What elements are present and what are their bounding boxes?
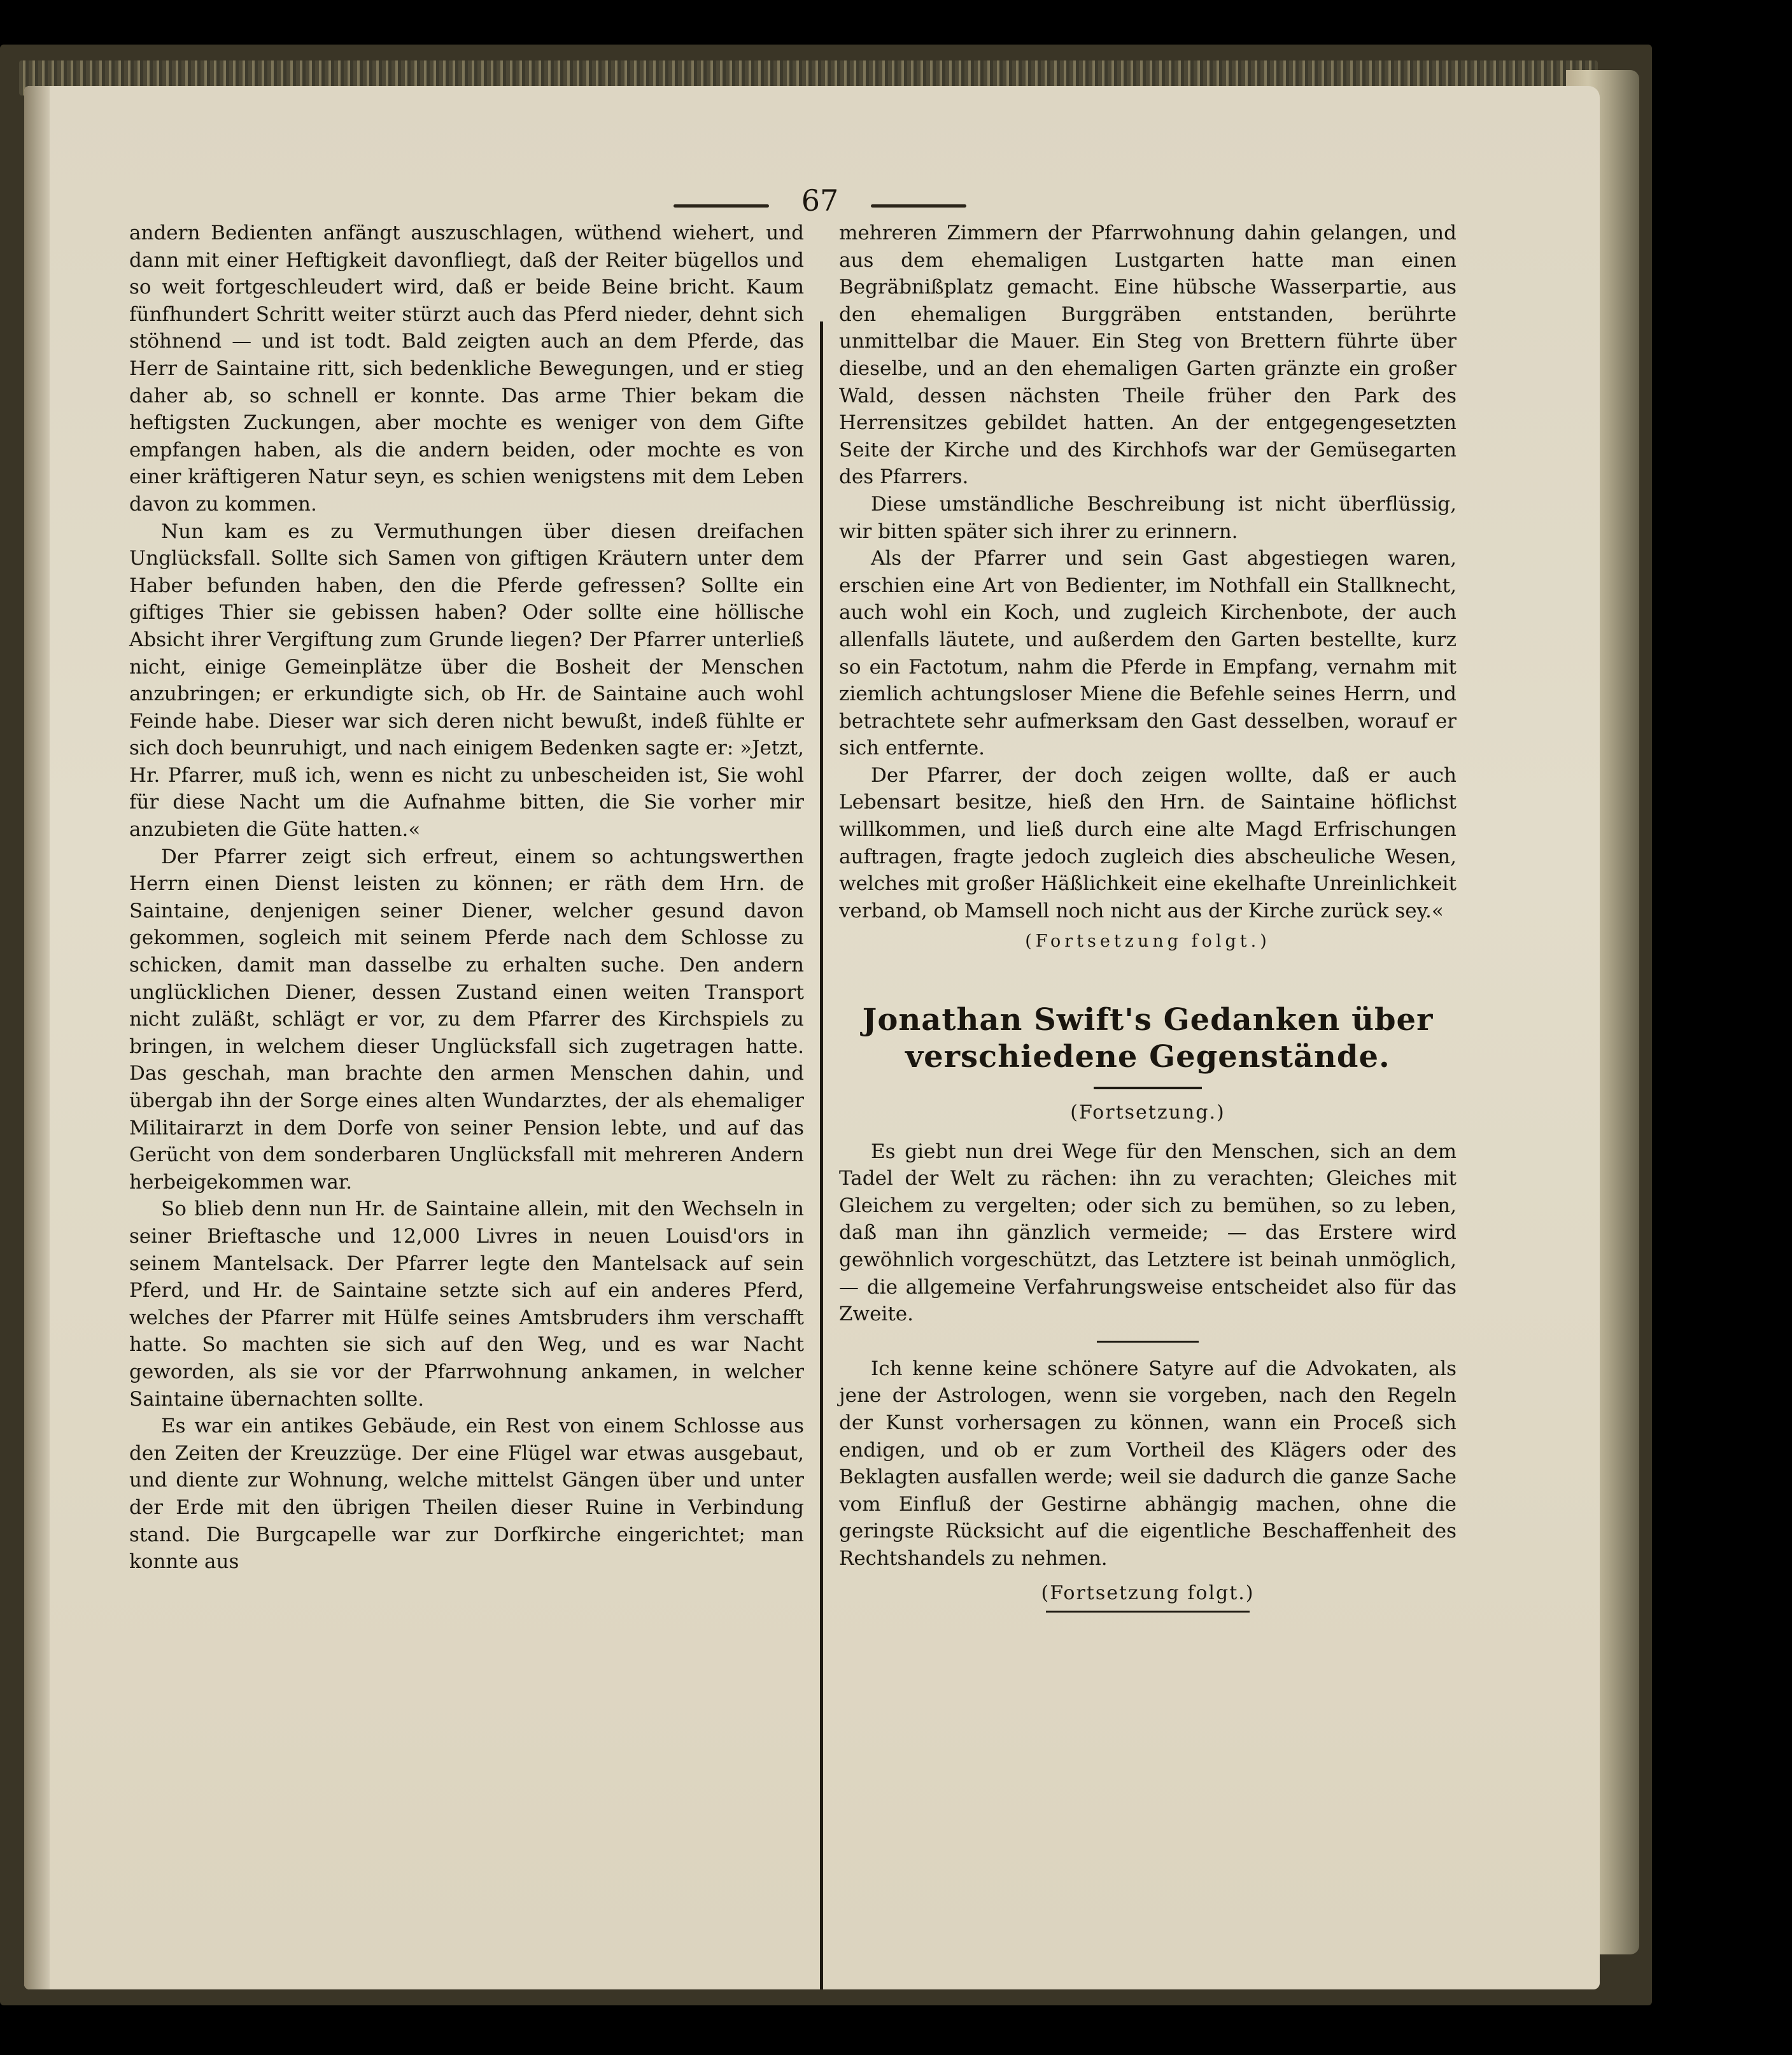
paragraph: mehreren Zimmern der Pfarrwohnung dahin gelangen, und aus dem ehemaligen Lustgarten hatte man einen Begräbnißplatz gemacht. Eine hübsche Wasserpartie, aus den ehemaligen Burggräben entstanden, berührte unmittelbar die Mauer. Ein Steg von Brettern führte über dieselbe, und an den ehemaligen Garten gränzte ein großer Wald, dessen nächsten Theile früher den Park des Herrensitzes gebildet hatten. An der entgegengesetzten Seite der Kirche und des Kirchhofs war der Gemüsegarten des Pfarrers. (839, 222, 1457, 489)
paragraph: Nun kam es zu Vermuthungen über diesen dreifachen Unglücksfall. Sollte sich Samen von giftigen Kräutern unter dem Haber befunden haben, den die Pferde gefressen? Sollte ein giftiges Thier sie gebissen haben? Oder sollte eine höllische Absicht ihrer Vergiftung zum Grunde liegen? Der Pfarrer unterließ nicht, einige Gemeinplätze über die Bosheit der Menschen anzubringen; er erkundigte sich, ob Hr. de Saintaine auch wohl Feinde habe. Dieser war sich deren nicht bewußt, indeß fühlte er sich doch beunruhigt, und nach einigem Bedenken sagte er: »Jetzt, Hr. Pfarrer, muß ich, wenn es nicht zu unbescheiden ist, Sie wohl für diese Nacht um die Aufnahme bitten, die Sie vorher mir anzubieten die Güte hatten.« (129, 519, 804, 842)
paragraph: Es giebt nun drei Wege für den Menschen, sich an dem Tadel der Welt zu rächen: ihn zu verachten; Gleiches mit Gleichem zu vergelten; oder sich zu bemühen, so zu leben, daß man ihn gänzlich vermeide; — das Erstere wird gewöhnlich vorgeschützt, das Letztere ist beinah unmöglich, — die allgemeine Verfahrungsweise entscheidet also für das Zweite. (839, 1140, 1457, 1326)
column-divider (820, 321, 823, 1989)
article-subhead: (Fortsetzung.) (1070, 1101, 1225, 1124)
article-title (839, 1001, 1457, 1075)
article-title-line: Jonathan Swift's Gedanken über (862, 1002, 1434, 1038)
paragraph: Diese umständliche Beschreibung ist nicht überflüssig, wir bitten später sich ihrer zu erinnern. (839, 492, 1457, 543)
paragraph: Als der Pfarrer und sein Gast abgestiegen waren, erschien eine Art von Bedienter, im Nothfall ein Stallknecht, auch wohl ein Koch, und zugleich Kirchenbote, der auch allenfalls läutete, und außerdem den Garten bestellte, kurz so ein Factotum, nahm die Pferde in Empfang, vernahm mit ziemlich achtungsloser Miene die Befehle seines Herrn, und betrachtete sehr aufmerksam den Gast desselben, worauf er sich entfernte. (839, 547, 1457, 760)
header-rule-right (871, 204, 966, 208)
left-column (129, 220, 804, 1576)
article-title-line: verschiedene Gegenstände. (905, 1039, 1390, 1075)
end-rule (1046, 1611, 1250, 1613)
paragraph: Der Pfarrer zeigt sich erfreut, einem so achtungswerthen Herrn einen Dienst leisten zu können; er räth dem Hrn. de Saintaine, denjenigen seiner Diener, welcher gesund davon gekommen, sogleich mit seinem Pferde nach dem Schlosse zu schicken, damit man dasselbe zu erhalten suche. Den andern unglücklichen Diener, dessen Zustand einen weiten Transport nicht zuläßt, schlägt er vor, zu dem Pfarrer des Kirchspiels zu bringen, in welchem dieser Unglücksfall sich zugetragen hatte. Das geschah, man brachte den armen Menschen dahin, und übergab ihn der Sorge eines alten Wundarztes, der als ehemaliger Militairarzt in dem Dorfe von seiner Pension lebte, und auf das Gerücht von dem sonderbaren Unglücksfall mit mehreren Andern herbeigekommen war. (129, 845, 804, 1194)
paragraph: So blieb denn nun Hr. de Saintaine allein, mit den Wechseln in seiner Brieftasche und 12,000 Livres in neuen Louisd'ors in seinem Mantelsack. Der Pfarrer legte den Mantelsack auf sein Pferd, und Hr. de Saintaine setzte sich auf ein anderes Pferd, welches der Pfarrer mit Hülfe seines Amtsbruders ihm verschafft hatte. So machten sie sich auf den Weg, und es war Nacht geworden, als sie vor der Pfarrwohnung ankamen, in welcher Saintaine übernachten sollte. (129, 1197, 804, 1411)
paragraph: Der Pfarrer, der doch zeigen wollte, daß er auch Lebensart besitze, hieß den Hrn. de Saintaine höflichst willkommen, und ließ durch eine alte Magd Erfrischungen auftragen, fragte jedoch zugleich dies abscheuliche Wesen, welches mit großer Häßlichkeit eine ekelhafte Unreinlichkeit verband, ob Mamsell noch nicht aus der Kirche zurück sey.« (839, 763, 1457, 922)
right-column (839, 220, 1457, 1613)
end-note: (Fortsetzung folgt.) (1041, 1581, 1255, 1604)
continued-note: (Fortsetzung folgt.) (1025, 931, 1271, 952)
section-rule (1097, 1341, 1199, 1343)
newspaper-page (24, 86, 1600, 1989)
title-rule (1094, 1087, 1202, 1089)
paragraph: andern Bedienten anfängt auszuschlagen, wüthend wiehert, und dann mit einer Heftigkeit davonfliegt, daß der Reiter bügellos und so weit fortgeschleudert wird, daß er beide Beine bricht. Kaum fünfhundert Schritt weiter stürzt auch das Pferd nieder, dehnt sich stöhnend — und ist todt. Bald zeigten auch an dem Pferde, das Herr de Saintaine ritt, sich bedenkliche Bewegungen, und er stieg daher ab, so schnell er konnte. Das arme Thier bekam die heftigsten Zuckungen, aber mochte es weniger von dem Gifte empfangen haben, als die andern beiden, oder mochte es von einer kräftigeren Natur seyn, es schien wenigstens mit dem Leben davon zu kommen. (129, 222, 804, 516)
paragraph: Es war ein antikes Gebäude, ein Rest von einem Schlosse aus den Zeiten der Kreuzzüge. Der eine Flügel war etwas ausgebaut, und diente zur Wohnung, welche mittelst Gängen über und unter der Erde mit den übrigen Theilen dieser Ruine in Verbindung stand. Die Burgcapelle war zur Dorfkirche eingerichtet; man konnte aus (129, 1415, 804, 1574)
page-gutter (24, 86, 50, 1989)
paragraph: Ich kenne keine schönere Satyre auf die Advokaten, als jene der Astrologen, wenn sie vorgeben, nach den Regeln der Kunst vorhersagen zu können, wann ein Proceß sich endigen, und ob er zum Vortheil des Klägers oder des Beklagten ausfallen werde; weil sie dadurch die ganze Sache vom Einfluß der Gestirne abhängig machen, ohne die geringste Rücksicht auf die eigentliche Beschaffenheit des Rechtshandels zu nehmen. (839, 1357, 1457, 1570)
page-number: 67 (801, 183, 839, 218)
